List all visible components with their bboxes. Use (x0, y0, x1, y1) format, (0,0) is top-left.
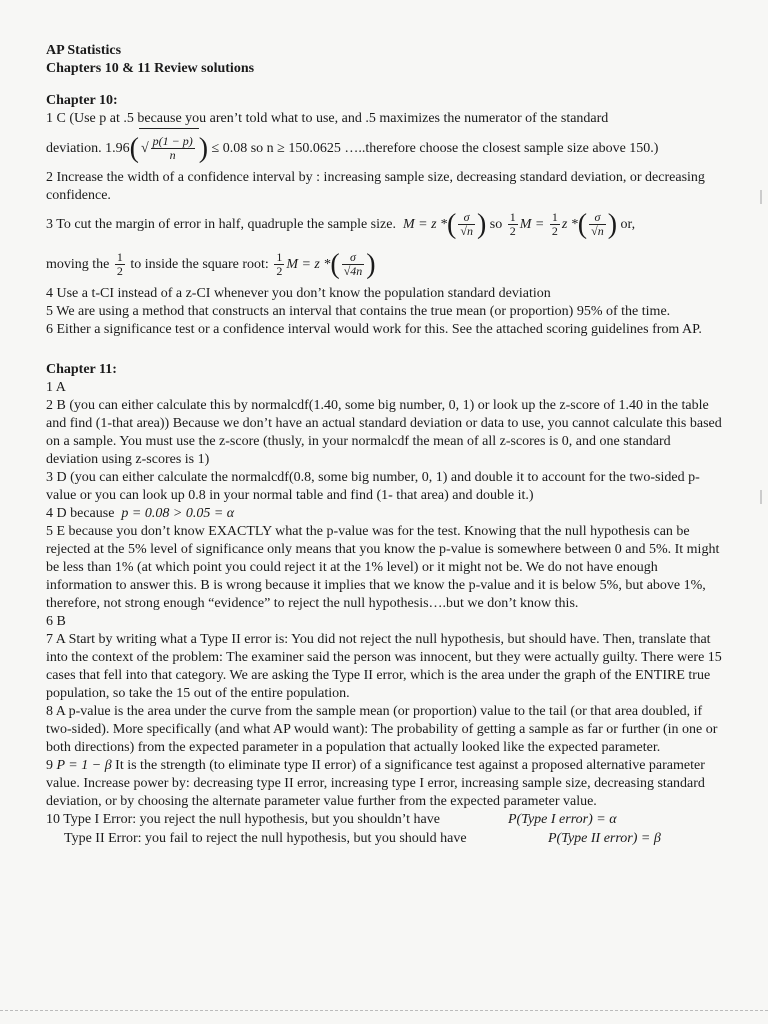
ch11-answer-5: 5 E because you don’t know EXACTLY what the p-value was for the test. Knowing that the null hypothesis can be rejected at the 5% level of significance only means that you know the p-value is somewhere between 0 and 5%. It might be less than 1% (at which point you could reject it at the 1% level) or it might not be. We do not have enough information to answer this. B is wrong because it implies that we know the p-value and it is below 5%, but above 1%, therefore, not strong enough “evidence” to reject the null hypothesis….but we don’t know this. (46, 524, 720, 611)
document-page (46, 42, 726, 849)
ch11-answer-4: 4 D because p = 0.08 > 0.05 = α (46, 506, 235, 521)
ch10-answer-1-line1: 1 C (Use p at .5 because you aren’t told what to use, and .5 maximizes the numerator of the standard (46, 111, 609, 126)
ch11-answer-6: 6 B (46, 614, 66, 629)
ch11-answer-2: 2 B (you can either calculate this by normalcdf(1.40, some big number, 0, 1) or look up the z-score of 1.40 in the table and find (1-that area)) Because we don’t have an actual standard deviation or data to use, you cannot calculate this based on a sample. You must use the z-score (thusly, in your normalcdf the mean of all z-scores is 0, and one standard deviation using z-scores is 1) (46, 398, 722, 467)
ch11-answer-7: 7 A Start by writing what a Type II error is: You did not reject the null hypothesis, but should have. Then, translate that into the context of the problem: The examiner said the person was innocent, but they were actually guilty. There were 15 cases that fell into that category. We are asking the Type II error, which is the area under the graph of the ENTIRE true population, so take the 15 out of the entire population. (46, 632, 722, 701)
ch10-answer-2: 2 Increase the width of a confidence interval by : increasing sample size, decreasing standard deviation, or decreasing confidence. (46, 170, 705, 203)
chapter10-heading: Chapter 10: (46, 93, 118, 108)
ch10-answer-6: 6 Either a significance test or a confidence interval would work for this. See the attached scoring guidelines from AP. (46, 322, 702, 337)
ch11-answer-10-type1: 10 Type I Error: you reject the null hypothesis, but you shouldn’t have P(Type I error) = α (46, 812, 617, 827)
margin-mark (760, 190, 762, 204)
ch10-answer-4: 4 Use a t-CI instead of a z-CI whenever you don’t know the population standard deviation (46, 286, 551, 301)
ch10-answer-3-line2: moving the $\frac{1}{2}$ to inside the square root: $\frac{1}{2}$ M = z *( $\frac{\sigma}{√4n}$ ) (46, 248, 376, 280)
ch11-answer-1: 1 A (46, 380, 66, 395)
ch11-answer-9: 9 P = 1 − β It is the strength (to eliminate type II error) of a significance test against a proposed alternative parameter value. Increase power by: decreasing type II error, increasing type I error, increasing sample size, decreasing standard deviation, or by choosing the alternate parameter value further from the expected parameter value. (46, 758, 705, 809)
page-bottom-divider (0, 1010, 768, 1011)
ch11-answer-8: 8 A p-value is the area under the curve from the sample mean (or proportion) value to the tail (or that area doubled, if two-sided). More specifically (and what AP would want): The probability of getting a sample as far or further (in one or both directions) from the expected parameter in a population that actually looked like the expected parameter. (46, 704, 718, 755)
ch10-answer-5: 5 We are using a method that constructs an interval that contains the true mean (or proportion) 95% of the time. (46, 304, 671, 319)
ch10-answer-3-line1: 3 To cut the margin of error in half, quadruple the sample size. M = z *( $\frac{\sigma}{√n}$ ) so $\frac{1}{2}$ M = $\frac{1}{2}$ z *( $\frac{\sigma}{√n}$ ) or, (46, 208, 636, 240)
chapter11-heading: Chapter 11: (46, 362, 117, 377)
document-subtitle: Chapters 10 & 11 Review solutions (46, 61, 255, 76)
ch11-answer-3: 3 D (you can either calculate the normalcdf(0.8, some big number, 0, 1) and double it to account for the two-sided p-value or you can look up 0.8 in your normal table and find (1- that area) and double it.) (46, 470, 700, 503)
margin-mark (760, 490, 762, 504)
course-title: AP Statistics (46, 43, 122, 58)
ch11-answer-10-type2: Type II Error: you fail to reject the null hypothesis, but you should have P(Type II error) = β (64, 831, 661, 846)
sample-size-fraction: $\frac{p(1 - p)}{n}$ (152, 134, 193, 163)
ch10-answer-1-line2: deviation. 1.96( √ $\frac{p(1 - p)}{n}$ ) ≤ 0.08 so n ≥ 150.0625 …..therefore choose the closest sample size above 150.) (46, 128, 726, 169)
